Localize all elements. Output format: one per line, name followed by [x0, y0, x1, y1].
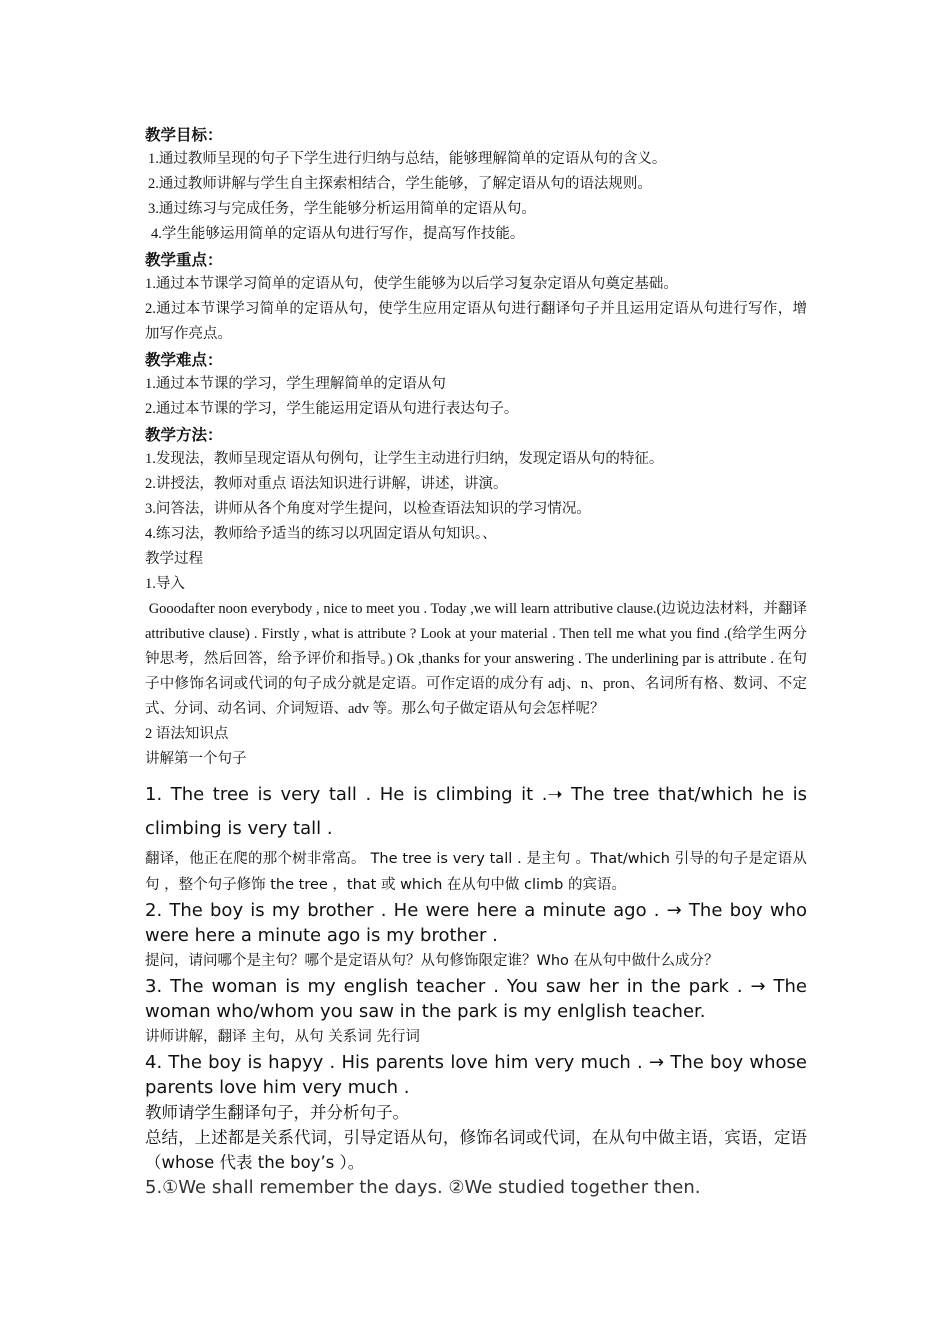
example-sentence-1: 1. The tree is very tall . He is climbing it .➝ The tree that/which he is climbing is very tall . — [145, 784, 807, 839]
summary-paragraph: 总结，上述都是关系代词，引导定语从句，修饰名词或代词，在从句中做主语，宾语，定语（whose 代表 the boy’s ）。 — [145, 1128, 807, 1172]
key-points-heading: 教学重点： — [145, 250, 223, 269]
goal-item-3: 3.通过练习与完成任务，学生能够分析运用简单的定语从句。 — [148, 201, 536, 217]
process-title: 教学过程 — [145, 551, 203, 567]
method-item-4: 4.练习法，教师给予适当的练习以巩固定语从句知识。、 — [145, 526, 497, 542]
methods-heading: 教学方法： — [145, 425, 223, 444]
example-note-3: 讲师讲解，翻译 主句，从句 关系词 先行词 — [145, 1029, 420, 1045]
goals-heading: 教学目标： — [145, 125, 223, 144]
difficulty-item-2: 2.通过本节课的学习，学生能运用定语从句进行表达句子。 — [145, 401, 519, 417]
intro-paragraph: Gooodafter noon everybody , nice to meet you . Today ,we will learn attributive clause.(边说边法材料，并翻译 attributive clause) . Firstly , what is attribute ? Look at your material . Then tell me what you find .(给学生两分钟思考，然后回答，给予评价和指导。) Ok ,thanks for your answering . The underlining par is attribute . 在句子中修饰名词或代词的句子成分就是定语。可作定语的成分有 adj、n、pron、名词所有格、数词、不定式、分词、动名词、介词短语、adv 等。那么句子做定语从句会怎样呢？ — [145, 601, 811, 717]
example-sentence-3: 3. The woman is my english teacher . You saw her in the park . → The woman who/whom you saw in the park is my enlglish teacher. — [145, 976, 807, 1022]
goal-item-4: 4.学生能够运用简单的定语从句进行写作，提高写作技能。 — [151, 226, 525, 242]
method-item-2: 2.讲授法，教师对重点 语法知识进行讲解，讲述，讲演。 — [145, 476, 508, 492]
example-sentence-4: 4. The boy is hapyy . His parents love him very much . → The boy whose parents love him very much . — [145, 1052, 807, 1098]
grammar-label: 2 语法知识点 — [145, 726, 229, 742]
goal-item-1: 1.通过教师呈现的句子下学生进行归纳与总结，能够理解简单的定语从句的含义。 — [148, 151, 667, 167]
example-note-4: 教师请学生翻译句子，并分析句子。 — [145, 1103, 409, 1122]
method-item-3: 3.问答法，讲师从各个角度对学生提问，以检查语法知识的学习情况。 — [145, 501, 591, 517]
method-item-1: 1.发现法，教师呈现定语从句例句，让学生主动进行归纳，发现定语从句的特征。 — [145, 451, 664, 467]
difficulty-item-1: 1.通过本节课的学习，学生理解简单的定语从句 — [145, 376, 446, 392]
intro-label: 1.导入 — [145, 576, 185, 592]
goal-item-2: 2.通过教师讲解与学生自主探索相结合，学生能够，了解定语从句的语法规则。 — [148, 176, 652, 192]
example-note-1: 翻译，他正在爬的那个树非常高。 The tree is very tall . 是主句 。That/which 引导的句子是定语从句 ，整个句子修饰 the tree ，that 或 which 在从句中做 climb 的宾语。 — [145, 851, 807, 893]
key-point-item-1: 1.通过本节课学习简单的定语从句，使学生能够为以后学习复杂定语从句奠定基础。 — [145, 276, 678, 292]
explain-label: 讲解第一个句子 — [145, 751, 247, 767]
key-point-item-2: 2.通过本节课学习简单的定语从句，使学生应用定语从句进行翻译句子并且运用定语从句进行写作，增加写作亮点。 — [145, 301, 807, 342]
example-sentence-2: 2. The boy is my brother . He were here a minute ago . → The boy who were here a minute ago is my brother . — [145, 900, 807, 946]
example-note-2: 提问，请问哪个是主句？哪个是定语从句？从句修饰限定谁？Who 在从句中做什么成分？ — [145, 953, 719, 969]
difficulties-heading: 教学难点： — [145, 350, 223, 369]
example-sentence-5: 5.①We shall remember the days. ②We studied together then. — [145, 1177, 701, 1198]
document-page — [145, 122, 811, 1200]
